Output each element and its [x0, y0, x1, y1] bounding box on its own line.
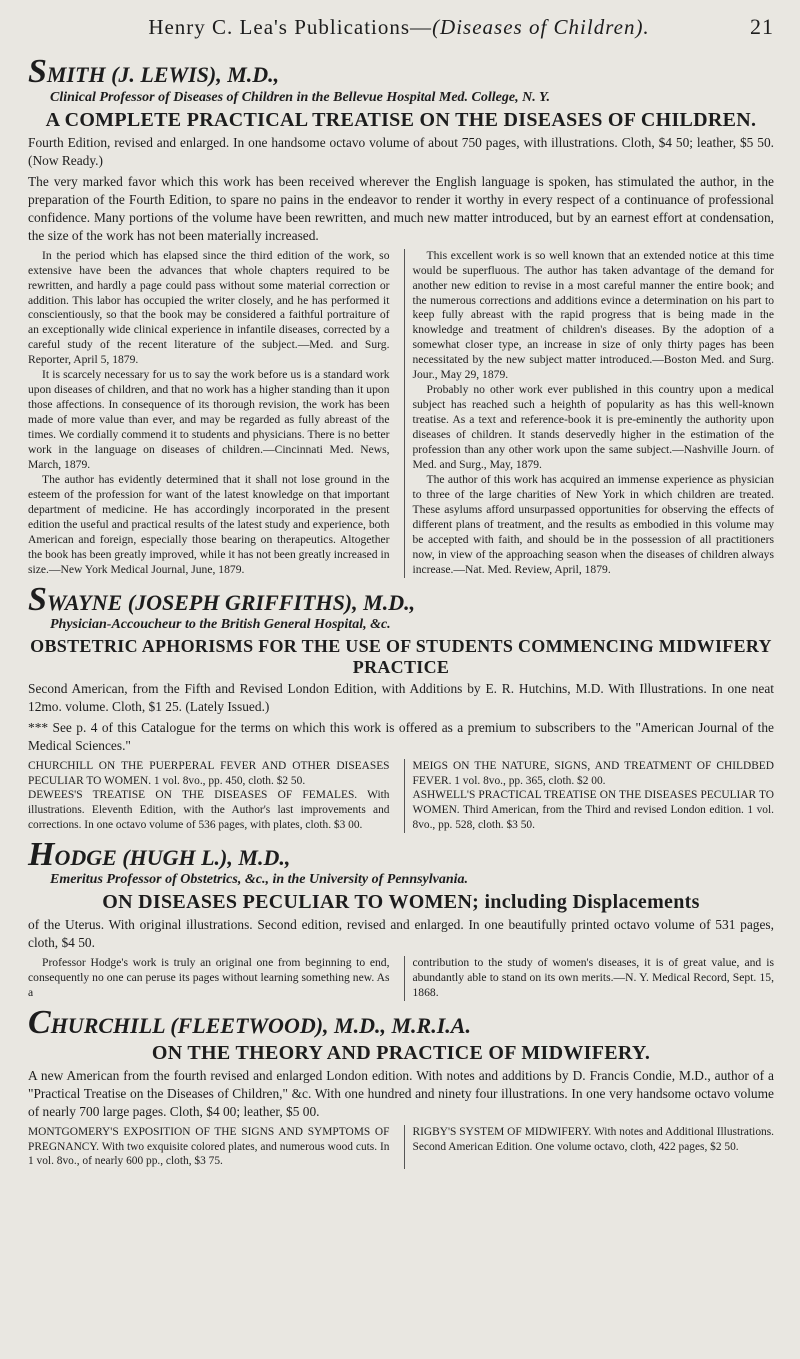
review-paragraph: Probably no other work ever published in this country upon a medical subject has reached such a heighth of popularity as has this well-known treatise. As a text and reference-book it is pre-eminently the authority upon diseases of children. It stands deservedly higher in the estimation of the profession than any other work upon the same subject.—Nashville Journ. of Med. and Surg., May, 1879. — [412, 383, 774, 471]
swayne-author — [28, 582, 774, 618]
churchill-entry — [28, 1005, 774, 1121]
smith-affiliation: Clinical Professor of Diseases of Children in the Bellevue Hospital Med. College, N. Y. — [50, 89, 550, 105]
running-head-main: Henry C. Lea's Publications— — [148, 15, 433, 39]
running-head — [48, 14, 774, 40]
listing-item: CHURCHILL ON THE PUERPERAL FEVER AND OTHER DISEASES PECULIAR TO WOMEN. 1 vol. 8vo., pp. 450, cloth. $2 50. — [28, 760, 390, 787]
churchill-headline: ON THE THEORY AND PRACTICE OF MIDWIFERY. — [151, 1042, 651, 1065]
review-paragraph: The author of this work has acquired an immense experience as physician to three of the large charities of New York in which children are treated. These asylums afford unsurpassed opportunities for observing the effects of different plans of treatment, and the results as embodied in this volume may be accepted with faith, and should be in the possession of all practitioners now, in view of the approaching season when the diseases of children always increase.—Nat. Med. Review, April, 1879. — [412, 472, 774, 576]
swayne-initial: S — [28, 580, 47, 618]
listing-item: DEWEES'S TREATISE ON THE DISEASES OF FEMALES. With illustrations. Eleventh Edition, with the Author's last improvements and corrections. In one octavo volume of 536 pages, with plates, cloth. $3 00. — [28, 789, 390, 831]
review-paragraph: Professor Hodge's work is truly an original one from beginning to end, consequently no one can peruse its pages without learning something new. As a — [28, 955, 390, 999]
hodge-name: ODGE (HUGH L.), M.D., — [54, 844, 291, 870]
smith-reviews-left — [28, 249, 390, 578]
hodge-initial: H — [28, 835, 55, 873]
listing-2-left — [28, 1125, 390, 1169]
running-head-title — [48, 15, 750, 40]
swayne-lead: Second American, from the Fifth and Revised London Edition, with Additions by E. R. Hutchins, M.D. With Illustrations. In one neat 12mo. volume. Cloth, $1 25. (Lately Issued.) — [28, 680, 774, 714]
listing-item: ASHWELL'S PRACTICAL TREATISE ON THE DISEASES PECULIAR TO WOMEN. Third American, from the Third and revised London edition. 1 vol. 8vo., pp. 528, cloth. $3 50. — [412, 789, 774, 831]
swayne-affiliation: Physician-Accoucheur to the British General Hospital, &c. — [50, 617, 391, 633]
churchill-name: HURCHILL (FLEETWOOD), M.D., M.R.I.A. — [50, 1012, 471, 1038]
listing-1-left — [28, 759, 390, 833]
listing-1-right — [404, 759, 775, 833]
smith-initial: S — [28, 53, 47, 90]
listing-2 — [28, 1125, 774, 1169]
review-paragraph: contribution to the study of women's diseases, it is of great value, and is abundantly able to stand on its own merits.—N. Y. Medical Record, Sept. 15, 1868. — [412, 955, 774, 999]
swayne-premium-note: *** See p. 4 of this Catalogue for the terms on which this work is offered as a premium to subscribers to the "American Journal of the Medical Sciences." — [28, 720, 774, 754]
hodge-author — [28, 837, 774, 873]
hodge-review-right — [404, 956, 775, 1001]
swayne-headline: OBSTETRIC APHORISMS FOR THE USE OF STUDENTS COMMENCING MIDWIFERY PRACTICE — [30, 636, 772, 677]
swayne-entry — [28, 582, 774, 755]
hodge-entry — [28, 837, 774, 1001]
hodge-lead: of the Uterus. With original illustrations. Second edition, revised and enlarged. In one beautifully printed octavo volume of 531 pages, cloth, $4 50. — [28, 917, 774, 951]
churchill-lead: A new American from the fourth revised and enlarged London edition. With notes and additions by D. Francis Condie, M.D., author of a "Practical Treatise on the Diseases of Children," &c. With one hundred and ninety four illustrations. In one very handsome octavo volume of nearly 700 large pages. Cloth, $4 00; leather, $5 00. — [28, 1068, 774, 1120]
smith-author — [28, 54, 774, 90]
smith-headline: A COMPLETE PRACTICAL TREATISE ON THE DISEASES OF CHILDREN. — [45, 108, 757, 131]
hodge-reviews — [28, 956, 774, 1001]
running-head-italic: (Diseases of Children). — [432, 15, 650, 39]
hodge-headline: ON DISEASES PECULIAR TO WOMEN; including Displacements — [102, 891, 700, 914]
page-number: 21 — [750, 14, 774, 39]
churchill-initial: C — [28, 1003, 51, 1041]
swayne-name: WAYNE (JOSEPH GRIFFITHS), M.D., — [46, 589, 416, 615]
smith-lead: Fourth Edition, revised and enlarged. In one handsome octavo volume of about 750 pages, with illustrations. Cloth, $4 50; leather, $5 50. (Now Ready.) — [28, 134, 774, 168]
listing-item: MONTGOMERY'S EXPOSITION OF THE SIGNS AND SYMPTOMS OF PREGNANCY. With two exquisite colored plates, and numerous wood cuts. In 1 vol. 8vo., of nearly 600 pp., cloth, $3 75. — [28, 1125, 390, 1168]
hodge-affiliation: Emeritus Professor of Obstetrics, &c., in the University of Pennsylvania. — [50, 872, 469, 888]
listing-1 — [28, 759, 774, 833]
smith-reviews-right — [404, 249, 775, 578]
review-paragraph: In the period which has elapsed since the third edition of the work, so extensive have been the advances that whole chapters required to be rewritten, and hardly a page could pass without some material correction or addition. This labor has occupied the writer closely, and he has performed it conscientiously, so that the book may be considered a faithful portraiture of an exceptionally wide clinical experience in infantile diseases, corrected by a careful study of the recent literature of the subject.—Med. and Surg. Reporter, April 5, 1879. — [28, 248, 390, 367]
listing-2-right — [404, 1125, 775, 1169]
churchill-author — [28, 1005, 774, 1041]
review-paragraph: This excellent work is so well known that an extended notice at this time would be superfluous. The author has taken advantage of the demand for another new edition to revise in a most careful manner the entire book; and the numerous corrections and additions evince a determination on his part to keep fully abreast with the rapid progress that is being made in the knowledge and treatment of children's diseases. By the adoption of a somewhat closer type, an increase in size of only thirty pages has been necessitated by the new subject matter introduced.—Boston Med. and Surg. Jour., May 29, 1879. — [412, 248, 774, 382]
smith-name: MITH (J. LEWIS), M.D., — [46, 62, 280, 87]
smith-lead-2: The very marked favor which this work has been received wherever the English language is spoken, has stimulated the author, in the preparation of the Fourth Edition, to spare no pains in the endeavor to render it worthy in every respect of a continuance of professional confidence. Many portions of the volume have been rewritten, and much new matter introduced, but by an earnest effort at condensation, the size of the work has not been materially increased. — [28, 174, 774, 243]
review-paragraph: The author has evidently determined that it shall not lose ground in the esteem of the profession for want of the latest knowledge on that important department of medicine. He has accordingly incorporated in the present edition the useful and practical results of the latest study and experience, both American and foreign, especially those bearing on therapeutics. Altogether the book has been greatly improved, while it has not been greatly increased in size.—New York Medical Journal, June, 1879. — [28, 472, 390, 576]
smith-entry — [28, 54, 774, 578]
hodge-review-left — [28, 956, 390, 1001]
listing-item: RIGBY'S SYSTEM OF MIDWIFERY. With notes and Additional Illustrations. Second American Edition. One volume octavo, cloth, 422 pages, $2 50. — [412, 1125, 774, 1153]
review-paragraph: It is scarcely necessary for us to say the work before us is a standard work upon diseases of children, and that no work has a higher standing than it upon those affections. In consequence of its thorough revision, the work has been made of more value than ever, and may be regarded as fully abreast of the times. We cordially commend it to students and physicians. There is no better work in the language on diseases of children.—Cincinnati Med. News, March, 1879. — [28, 368, 390, 471]
listing-item: MEIGS ON THE NATURE, SIGNS, AND TREATMENT OF CHILDBED FEVER. 1 vol. 8vo., pp. 365, cloth. $2 00. — [412, 760, 774, 787]
smith-reviews — [28, 249, 774, 578]
